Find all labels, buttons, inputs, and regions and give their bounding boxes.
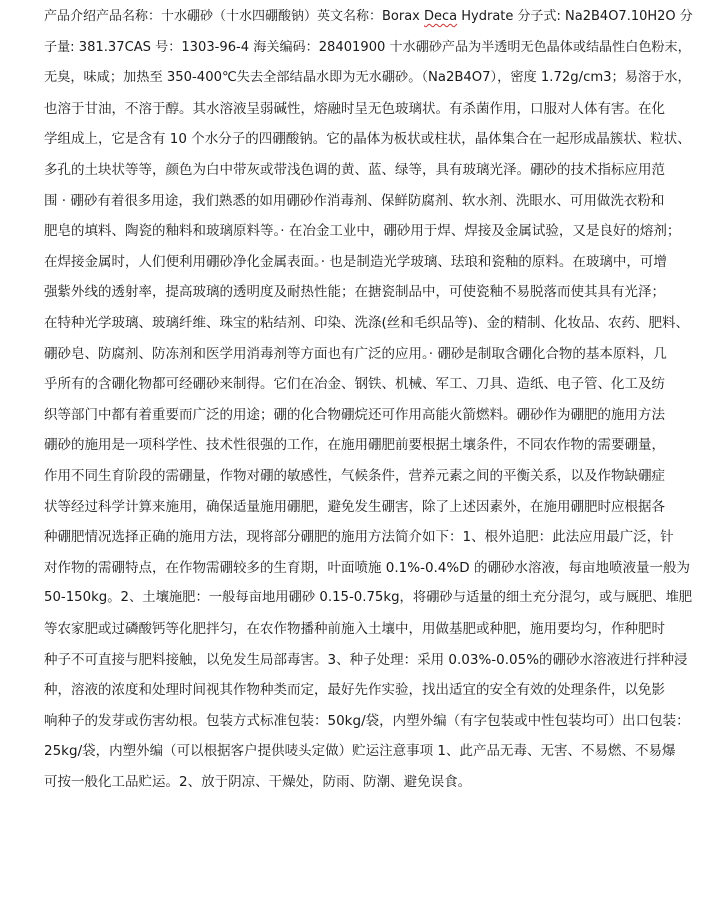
text-line	[44, 461, 694, 491]
text-line-segment: 作用不同生育阶段的需硼量，作物对硼的敏感性，气候条件，营养元素之间的平衡关系，以及作物缺硼症	[44, 468, 665, 484]
text-line-segment: 可按一般化工品贮运。2、放于阴凉、干燥处，防雨、防潮、避免误食。	[44, 774, 472, 790]
text-line	[44, 675, 694, 705]
text-line-segment: 无臭，味咸；加热至 350-400℃失去全部结晶水即为无水硼砂。（Na2B4O7），密度 1.72g/cm3；易溶于水，	[44, 70, 691, 86]
text-line	[44, 308, 694, 338]
text-line-segment: 强紫外线的透射率，提高玻璃的透明度及耐热性能；在搪瓷制品中，可使瓷釉不易脱落而使其具有光泽；	[44, 284, 665, 301]
text-line-segment: 织等部门中都有着重要而广泛的用途；硼的化合物硼烷还可作用高能火箭燃料。硼砂作为硼肥的施用方法	[44, 406, 665, 423]
text-line	[44, 33, 694, 63]
text-line-segment: 硼砂皂、防腐剂、防冻剂和医学用消毒剂等方面也有广泛的应用。· 硼砂是制取含硼化合物的基本原料，几	[44, 345, 667, 362]
text-line	[44, 736, 694, 766]
text-line-segment: 学组成上，它是含有 10 个水分子的四硼酸钠。它的晶体为板状或柱状，晶体集合在一起形成晶簇状、粒状、	[44, 131, 691, 148]
text-line-segment: 50-150kg。2、土壤施肥：一般每亩地用硼砂 0.15-0.75kg，将硼砂与适量的细土充分混匀，或与厩肥、堆肥	[44, 590, 693, 606]
text-line-segment: 响种子的发芽或伤害幼根。包装方式标准包装：50kg/袋，内塑外编（有字包装或中性包装均可）出口包装：	[44, 712, 690, 729]
text-line	[44, 186, 694, 216]
text-line-segment: 种子不可直接与肥料接触，以免发生局部毒害。3、种子处理：采用 0.03%-0.05%的硼砂水溶液进行拌种浸	[44, 651, 688, 668]
text-line-segment: 对作物的需硼特点，在作物需硼较多的生育期，叶面喷施 0.1%-0.4%D 的硼砂水溶液，每亩地喷液量一般为	[44, 559, 690, 576]
text-line-segment: 子量: 381.37CAS 号：1303-96-4 海关编码：28401900 十水硼砂产品为半透明无色晶体或结晶性白色粉末，	[44, 39, 691, 55]
text-line-segment: 种硼肥情况选择正确的施用方法，现将部分硼肥的施用方法简介如下：1、根外追肥：此法应用最广泛，针	[44, 529, 674, 546]
text-line	[44, 553, 694, 583]
text-line-segment: 乎所有的含硼化物都可经硼砂来制得。它们在冶金、钢铁、机械、军工、刀具、造纸、电子管、化工及纺	[44, 376, 665, 393]
text-line	[44, 706, 694, 736]
text-line	[44, 369, 694, 399]
text-line-segment: 25kg/袋，内塑外编（可以根据客户提供唛头定做）贮运注意事项 1、此产品无毒、无害、不易燃、不易爆	[44, 743, 676, 760]
spellcheck-marked-word: Deca	[424, 9, 458, 24]
text-line-segment: 等农家肥或过磷酸钙等化肥拌匀，在农作物播种前施入土壤中，用做基肥或种肥，施用要均匀，作种肥时	[44, 621, 665, 637]
text-line	[44, 767, 694, 797]
text-line-segment: 肥皂的填料、陶瓷的釉料和玻璃原料等。· 在冶金工业中，硼砂用于焊、焊接及金属试验，又是良好的熔剂；	[44, 223, 681, 240]
text-line	[44, 155, 694, 185]
text-line	[44, 492, 694, 522]
text-line-segment: 在焊接金属时，人们便利用硼砂净化金属表面。· 也是制造光学玻璃、珐琅和瓷釉的原料。在玻璃中，可增	[44, 253, 667, 270]
text-line	[44, 430, 694, 460]
text-line	[44, 614, 694, 644]
text-line	[44, 94, 694, 124]
text-line	[44, 645, 694, 675]
text-line	[44, 124, 694, 154]
text-line-segment: Hydrate 分子式: Na2B4O7.10H2O 分	[457, 9, 693, 24]
text-line	[44, 339, 694, 369]
text-line	[44, 216, 694, 246]
text-line-segment: 围 · 硼砂有着很多用途，我们熟悉的如用硼砂作消毒剂、保鲜防腐剂、软水剂、洗眼水、可用做洗衣粉和	[44, 192, 665, 209]
text-line	[44, 583, 694, 613]
text-line	[44, 2, 694, 32]
text-line-segment: 多孔的土块状等等，颜色为白中带灰或带浅色调的黄、蓝、绿等，具有玻璃光泽。硼砂的技术指标应用范	[44, 162, 665, 178]
text-line-segment: 种，溶液的浓度和处理时间视其作物种类而定，最好先作实验，找出适宜的安全有效的处理条件，以免影	[44, 682, 665, 699]
text-line-segment: 在特种光学玻璃、玻璃纤维、珠宝的粘结剂、印染、洗涤(丝和毛织品等)、金的精制、化妆品、农药、肥料、	[44, 315, 690, 331]
text-line-segment: 产品介绍产品名称：十水硼砂（十水四硼酸钠）英文名称：Borax	[44, 9, 425, 24]
text-line	[44, 400, 694, 430]
text-line	[44, 247, 694, 277]
text-line	[44, 63, 694, 93]
text-line	[44, 522, 694, 552]
text-line-segment: 硼砂的施用是一项科学性、技术性很强的工作，在施用硼肥前要根据土壤条件，不同农作物的需要硼量，	[44, 437, 665, 454]
text-line	[44, 277, 694, 307]
text-line-segment: 也溶于甘油，不溶于醇。其水溶液呈弱碱性，熔融时呈无色玻璃状。有杀菌作用，口服对人体有害。在化	[44, 100, 665, 117]
text-line-segment: 状等经过科学计算来施用，确保适量施用硼肥，避免发生硼害，除了上述因素外，在施用硼肥时应根据各	[44, 498, 665, 515]
